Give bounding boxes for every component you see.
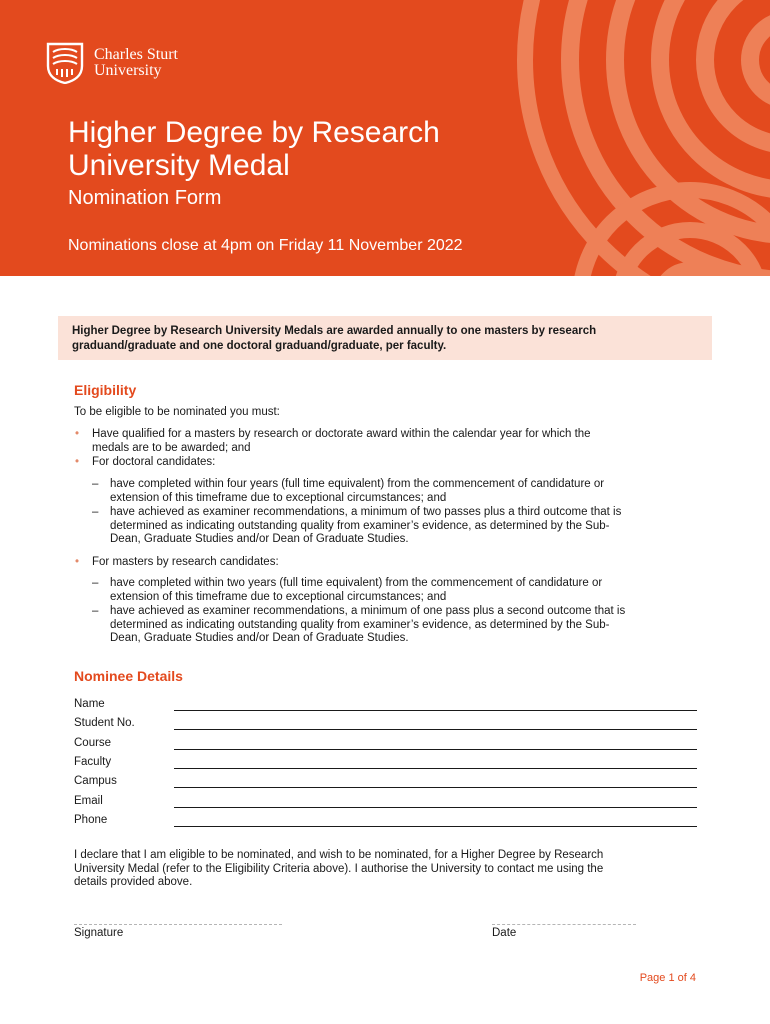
notice-line-1: Higher Degree by Research University Medals are awarded annually to one masters by research xyxy=(72,325,597,337)
university-logo xyxy=(46,42,178,84)
page-number: Page 1 of 4 xyxy=(639,972,696,984)
bullet-icon: • xyxy=(75,556,80,568)
course-label: Course xyxy=(74,737,112,749)
dash-icon: – xyxy=(92,506,99,518)
faculty-field[interactable] xyxy=(174,768,697,769)
student-no-label: Student No. xyxy=(74,717,135,729)
dash-icon: – xyxy=(92,478,99,490)
email-label: Email xyxy=(74,795,103,807)
title-line-2: University Medal xyxy=(68,149,290,182)
campus-label: Campus xyxy=(74,775,117,787)
bullet-icon: • xyxy=(75,456,80,468)
phone-field[interactable] xyxy=(174,826,697,827)
masters-criterion-2: – have achieved as examiner recommendations, a minimum of one pass plus a second outcome that is determined as indicating outstanding quality from examiner’s evidence, as determined by the Sub- Dean, Graduate Studies and/or Dean of Graduate Studies. xyxy=(92,605,626,645)
signature-field[interactable] xyxy=(74,924,282,925)
date-field[interactable] xyxy=(492,924,636,925)
nominee-heading: Nominee Details xyxy=(74,668,183,684)
crest-icon xyxy=(46,42,84,84)
logo-line-1: Charles Sturt xyxy=(94,46,178,63)
page-title xyxy=(68,116,440,182)
logo-wordmark xyxy=(94,47,178,79)
notice-box xyxy=(58,316,712,360)
dash-icon: – xyxy=(92,577,99,589)
email-field[interactable] xyxy=(174,807,697,808)
name-label: Name xyxy=(74,698,105,710)
masters-criterion-1: – have completed within two years (full time equivalent) from the commencement of candidature or extension of this timeframe due to exceptional circumstances; and xyxy=(92,577,603,603)
page-subtitle: Nomination Form xyxy=(68,187,222,209)
faculty-label: Faculty xyxy=(74,756,112,768)
eligibility-heading: Eligibility xyxy=(74,382,137,398)
logo-line-2: University xyxy=(94,62,162,79)
doctoral-criterion-1: – have completed within four years (full time equivalent) from the commencement of candidature or extension of this timeframe due to exceptional circumstances; and xyxy=(92,478,605,504)
bullet-icon: • xyxy=(75,428,80,440)
campus-field[interactable] xyxy=(174,787,697,788)
title-line-1: Higher Degree by Research xyxy=(68,116,440,149)
header-banner xyxy=(0,0,770,276)
signature-label: Signature xyxy=(74,927,124,939)
dash-icon: – xyxy=(92,605,99,617)
date-label: Date xyxy=(492,927,517,939)
bullet-item-1: • Have qualified for a masters by research or doctorate award within the calendar year for which the medals are to be awarded; and xyxy=(75,428,591,454)
deadline-text: Nominations close at 4pm on Friday 11 November 2022 xyxy=(68,237,463,254)
notice-line-2: graduand/graduate and one doctoral graduand/graduate, per faculty. xyxy=(72,340,447,352)
bullet-item-3: • For masters by research candidates: xyxy=(75,556,279,568)
name-field[interactable] xyxy=(174,710,697,711)
eligibility-intro: To be eligible to be nominated you must: xyxy=(74,406,280,418)
declaration-text: I declare that I am eligible to be nominated, and wish to be nominated, for a Higher Degree by Research University Medal (refer to the Eligibility Criteria above). I authorise the University to contact me using the details provided above. xyxy=(74,849,604,889)
student-no-field[interactable] xyxy=(174,729,697,730)
phone-label: Phone xyxy=(74,814,108,826)
doctoral-criterion-2: – have achieved as examiner recommendations, a minimum of two passes plus a third outcome that is determined as indicating outstanding quality from examiner’s evidence, as determined by the Sub- Dean, Graduate Studies and/or Dean of Graduate Studies. xyxy=(92,506,622,546)
bullet-item-2: • For doctoral candidates: xyxy=(75,456,216,468)
course-field[interactable] xyxy=(174,749,697,750)
